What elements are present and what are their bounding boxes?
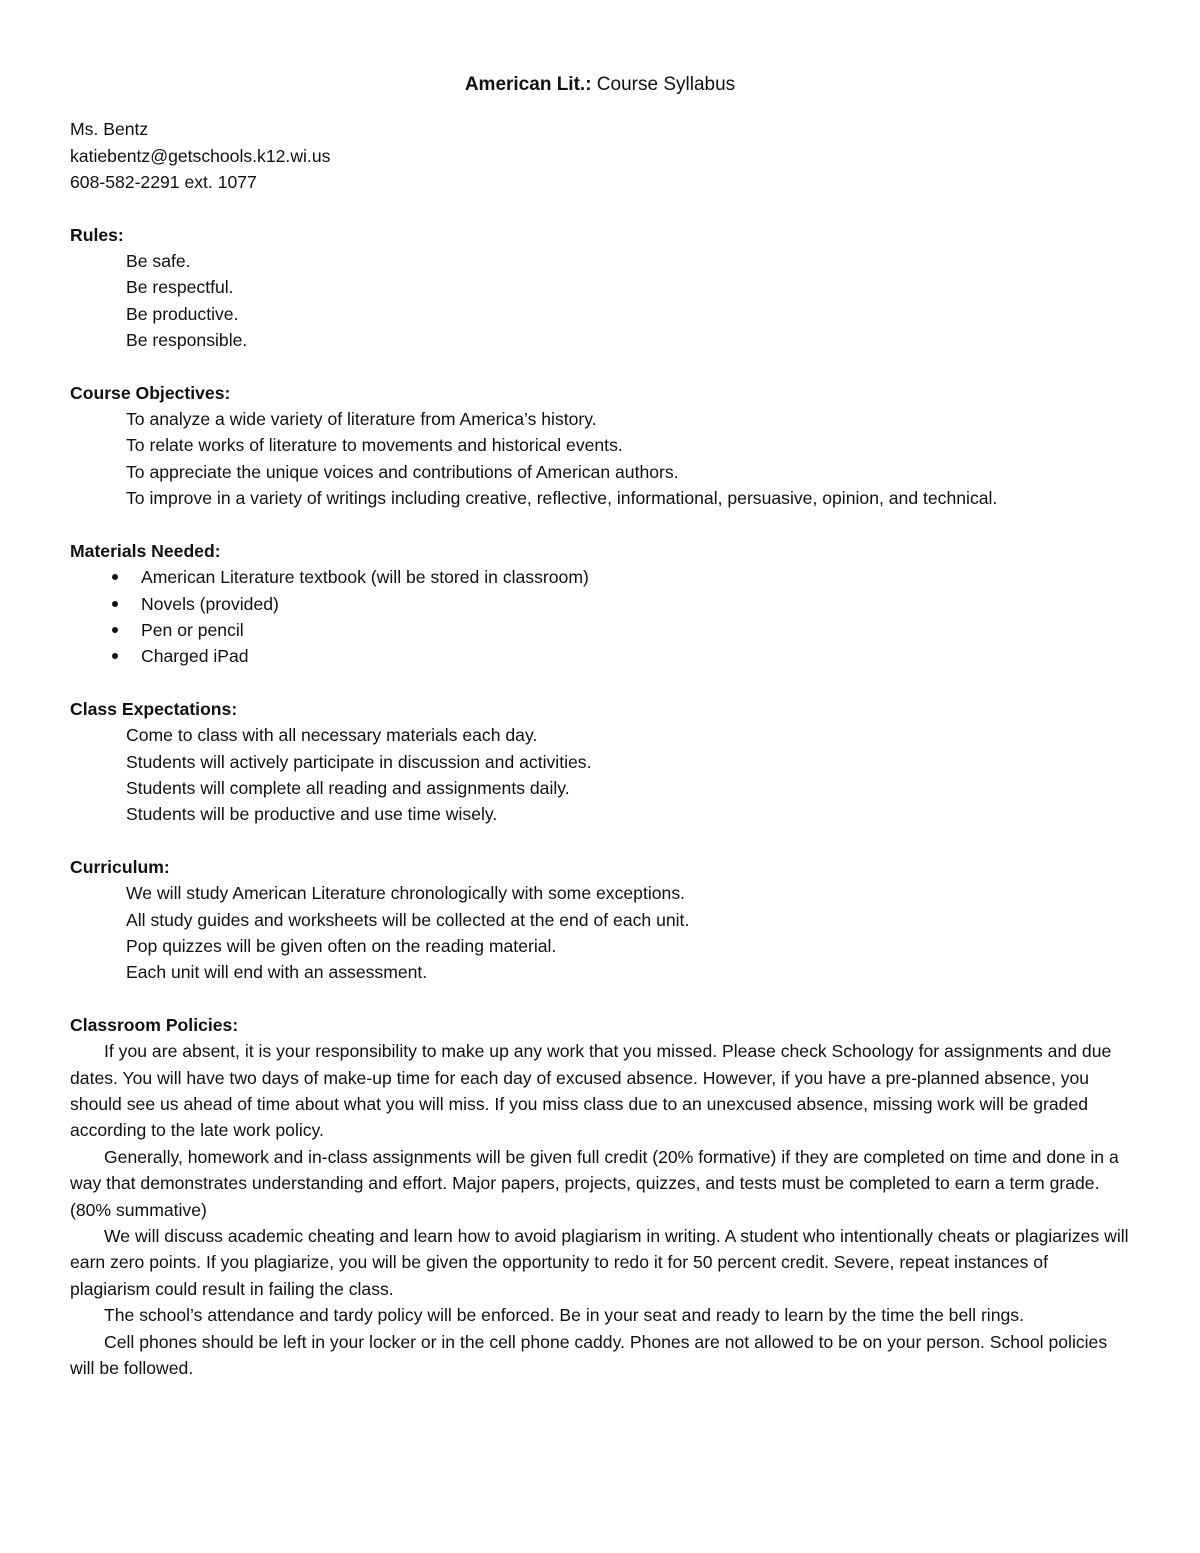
policy-paragraph: Cell phones should be left in your locker or in the cell phone caddy. Phones are not allowed to be on your person. School policies will be followed. xyxy=(70,1331,1108,1379)
policy-paragraph: The school’s attendance and tardy policy will be enforced. Be in your seat and ready to learn by the time the bell rings. xyxy=(104,1305,1024,1326)
material-item: Novels (provided) xyxy=(110,591,1130,617)
objectives-heading: Course Objectives: xyxy=(70,382,231,403)
material-item: American Literature textbook (will be stored in classroom) xyxy=(110,564,1130,590)
policies-section xyxy=(70,1012,1130,1382)
objective-item: To analyze a wide variety of literature from America’s history. xyxy=(126,409,597,430)
curriculum-section xyxy=(70,854,1130,986)
objective-item: To appreciate the unique voices and contributions of American authors. xyxy=(126,461,679,482)
expectation-item: Students will actively participate in discussion and activities. xyxy=(126,751,592,772)
expectations-section xyxy=(70,696,1130,828)
title-bold: American Lit.: xyxy=(464,74,592,95)
policy-paragraph: We will discuss academic cheating and learn how to avoid plagiarism in writing. A student who intentionally cheats or plagiarizes will earn zero points. If you plagiarize, you will be given the opportunity to redo it for 50 percent credit. Severe, repeat instances of plagiarism could result in failing the class. xyxy=(70,1226,1129,1299)
curriculum-heading: Curriculum: xyxy=(70,856,170,877)
rule-item: Be responsible. xyxy=(126,330,248,351)
rule-item: Be safe. xyxy=(126,251,191,272)
expectation-item: Students will complete all reading and assignments daily. xyxy=(126,777,570,798)
material-item: Charged iPad xyxy=(110,643,1130,669)
policy-paragraph: If you are absent, it is your responsibility to make up any work that you missed. Please check Schoology for assignments and due dates. You will have two days of make-up time for each day of excused absence. However, if you have a pre-planned absence, you should see us ahead of time about what you will miss. If you miss class due to an unexcused absence, missing work will be graded according to the late work policy. xyxy=(70,1041,1112,1141)
objectives-section xyxy=(70,380,1130,512)
curriculum-item: Pop quizzes will be given often on the reading material. xyxy=(126,935,557,956)
rules-heading: Rules: xyxy=(70,224,124,245)
teacher-name: Ms. Bentz xyxy=(70,119,149,140)
title-rest: Course Syllabus xyxy=(591,74,736,95)
rules-section xyxy=(70,222,1130,354)
material-item: Pen or pencil xyxy=(110,617,1130,643)
rule-item: Be respectful. xyxy=(126,277,234,298)
materials-list xyxy=(70,564,1130,670)
materials-heading: Materials Needed: xyxy=(70,540,221,561)
curriculum-item: We will study American Literature chronologically with some exceptions. xyxy=(126,883,686,904)
teacher-email: katiebentz@getschools.k12.wi.us xyxy=(70,145,331,166)
materials-section xyxy=(70,538,1130,670)
curriculum-item: All study guides and worksheets will be collected at the end of each unit. xyxy=(126,909,690,930)
rule-item: Be productive. xyxy=(126,303,239,324)
policies-heading: Classroom Policies: xyxy=(70,1014,239,1035)
teacher-phone: 608-582-2291 ext. 1077 xyxy=(70,172,257,193)
objective-item: To relate works of literature to movements and historical events. xyxy=(126,435,623,456)
contact-block xyxy=(70,116,1130,195)
curriculum-item: Each unit will end with an assessment. xyxy=(126,962,428,983)
expectation-item: Come to class with all necessary materials each day. xyxy=(126,725,538,746)
objective-item: To improve in a variety of writings including creative, reflective, informational, persuasive, opinion, and technical. xyxy=(126,488,998,509)
document-title xyxy=(70,72,1130,98)
policy-paragraph: Generally, homework and in-class assignments will be given full credit (20% formative) if they are completed on time and done in a way that demonstrates understanding and effort. Major papers, projects, quizzes, and tests must be completed to earn a term grade. (80% summative) xyxy=(70,1146,1119,1220)
expectation-item: Students will be productive and use time wisely. xyxy=(126,804,498,825)
expectations-heading: Class Expectations: xyxy=(70,698,238,719)
